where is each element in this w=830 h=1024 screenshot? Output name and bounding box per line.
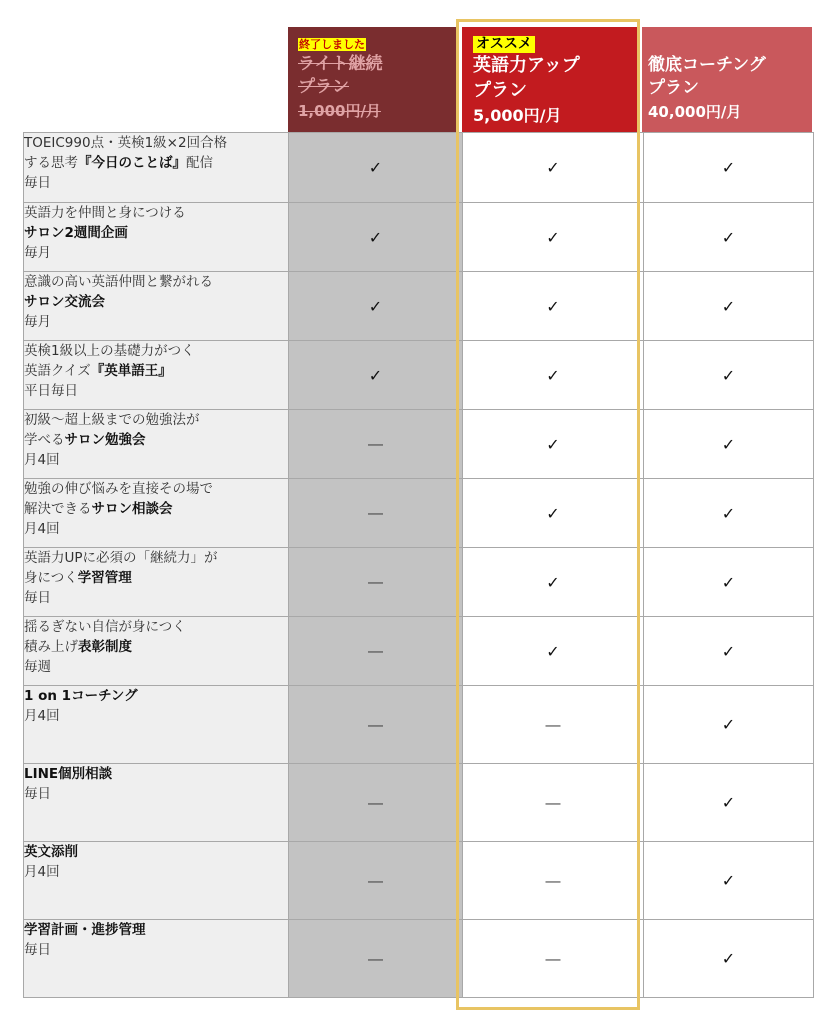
lite-plan-cell xyxy=(289,272,463,341)
standard-plan-cell xyxy=(463,410,644,479)
feature-name: 1 on 1コーチング xyxy=(24,688,138,704)
feature-cell xyxy=(24,272,289,341)
full-plan-cell xyxy=(644,410,814,479)
check-icon: ✓ xyxy=(546,572,560,592)
feature-frequency: 毎日 xyxy=(24,786,51,802)
feature-frequency: 月4回 xyxy=(24,452,60,468)
feature-frequency: 毎日 xyxy=(24,942,51,958)
check-icon: ✓ xyxy=(721,365,736,385)
check-icon: ✓ xyxy=(721,227,736,247)
lite-plan-cell xyxy=(289,764,463,842)
feature-cell xyxy=(24,764,289,842)
plan-name-standard-line1: 英語力アップ xyxy=(473,55,580,76)
dash-icon: ― xyxy=(368,715,383,734)
dash-icon: ― xyxy=(368,642,383,660)
check-icon: ✓ xyxy=(721,296,736,316)
table-row xyxy=(24,479,814,548)
standard-plan-cell xyxy=(463,920,644,998)
standard-plan-cell xyxy=(463,341,644,410)
feature-cell xyxy=(24,842,289,920)
table-row xyxy=(24,764,814,842)
full-plan-cell xyxy=(644,272,814,341)
check-icon: ✓ xyxy=(721,793,736,812)
dash-icon: ― xyxy=(368,573,383,591)
check-icon: ✓ xyxy=(368,227,383,247)
plan-header-lite xyxy=(288,27,458,132)
full-plan-cell xyxy=(644,686,814,764)
feature-text: 配信 xyxy=(186,155,213,171)
feature-name: LINE個別相談 xyxy=(24,766,113,782)
full-plan-cell xyxy=(644,479,814,548)
feature-frequency: 毎日 xyxy=(24,590,51,606)
feature-line2 xyxy=(24,686,288,706)
plan-header-full xyxy=(642,27,812,132)
feature-line1: 英検1級以上の基礎力がつく xyxy=(24,343,195,359)
lite-plan-cell xyxy=(289,341,463,410)
check-icon: ✓ xyxy=(546,434,560,454)
plan-comparison-table xyxy=(23,132,814,998)
dash-icon: ― xyxy=(545,949,561,968)
check-icon: ✓ xyxy=(721,715,736,734)
lite-plan-cell xyxy=(289,920,463,998)
feature-text: 積み上げ xyxy=(24,639,78,655)
feature-cell xyxy=(24,341,289,410)
standard-plan-cell xyxy=(463,272,644,341)
feature-line1: 意識の高い英語仲間と繋がれる xyxy=(24,274,213,290)
table-row xyxy=(24,617,814,686)
lite-plan-cell xyxy=(289,686,463,764)
full-plan-cell xyxy=(644,920,814,998)
feature-line1: 初級～超上級までの勉強法が xyxy=(24,412,200,428)
standard-plan-cell xyxy=(463,617,644,686)
dash-icon: ― xyxy=(368,504,383,522)
feature-line1: 英語力UPに必須の「継続力」が xyxy=(24,550,218,566)
feature-name: サロン相談会 xyxy=(91,501,173,517)
feature-line2 xyxy=(24,223,288,243)
feature-line2 xyxy=(24,568,288,588)
plan-price-standard: 5,000円/月 xyxy=(473,106,562,125)
lite-plan-cell xyxy=(289,203,463,272)
check-icon: ✓ xyxy=(721,158,736,177)
feature-frequency: 月4回 xyxy=(24,864,60,880)
full-plan-cell xyxy=(644,341,814,410)
feature-text: 解決できる xyxy=(24,501,92,517)
ended-badge: 終了しました xyxy=(299,38,365,51)
feature-frequency: 月4回 xyxy=(24,708,60,724)
feature-line2 xyxy=(24,499,288,519)
feature-line2 xyxy=(24,920,288,940)
feature-name: 『英単語王』 xyxy=(90,363,172,379)
plan-name-lite-line2: プラン xyxy=(298,77,349,97)
feature-name: 学習計画・進捗管理 xyxy=(24,922,146,938)
standard-plan-cell xyxy=(463,548,644,617)
lite-plan-cell xyxy=(289,842,463,920)
check-icon: ✓ xyxy=(721,641,736,661)
standard-plan-cell xyxy=(463,133,644,203)
standard-plan-cell xyxy=(463,842,644,920)
feature-name: サロン勉強会 xyxy=(64,432,146,448)
feature-frequency: 毎週 xyxy=(24,659,51,675)
check-icon: ✓ xyxy=(721,949,736,968)
plan-name-standard-line2: プラン xyxy=(473,80,527,101)
table-row xyxy=(24,203,814,272)
check-icon: ✓ xyxy=(546,158,560,177)
check-icon: ✓ xyxy=(546,296,560,316)
feature-text: 英語クイズ xyxy=(24,363,91,379)
lite-plan-cell xyxy=(289,479,463,548)
feature-line2 xyxy=(24,153,288,173)
feature-line2 xyxy=(24,842,288,862)
check-icon: ✓ xyxy=(546,503,560,523)
table-row xyxy=(24,341,814,410)
full-plan-cell xyxy=(644,764,814,842)
feature-line2 xyxy=(24,764,288,784)
dash-icon: ― xyxy=(545,871,561,890)
check-icon: ✓ xyxy=(721,434,736,454)
check-icon: ✓ xyxy=(721,871,736,890)
plan-price-lite: 1,000円/月 xyxy=(298,102,381,120)
check-icon: ✓ xyxy=(721,503,736,523)
standard-plan-cell xyxy=(463,764,644,842)
feature-frequency: 月4回 xyxy=(24,521,60,537)
feature-frequency: 毎月 xyxy=(24,314,51,330)
dash-icon: ― xyxy=(545,715,561,734)
feature-line2 xyxy=(24,292,288,312)
feature-cell xyxy=(24,920,289,998)
feature-name: サロン交流会 xyxy=(24,294,105,310)
check-icon: ✓ xyxy=(721,572,736,592)
dash-icon: ― xyxy=(368,435,383,453)
check-icon: ✓ xyxy=(546,641,560,661)
standard-plan-cell xyxy=(463,479,644,548)
table-row xyxy=(24,920,814,998)
feature-cell xyxy=(24,479,289,548)
full-plan-cell xyxy=(644,203,814,272)
dash-icon: ― xyxy=(545,793,561,812)
feature-line1: 英語力を仲間と身につける xyxy=(24,205,186,221)
check-icon: ✓ xyxy=(368,296,383,316)
feature-text: 学べる xyxy=(24,432,65,448)
check-icon: ✓ xyxy=(368,158,383,177)
feature-cell xyxy=(24,410,289,479)
feature-line2 xyxy=(24,637,288,657)
feature-cell xyxy=(24,548,289,617)
feature-cell xyxy=(24,686,289,764)
table-row xyxy=(24,548,814,617)
feature-frequency: 毎月 xyxy=(24,245,51,261)
full-plan-cell xyxy=(644,842,814,920)
feature-line1: TOEIC990点・英検1級×2回合格 xyxy=(24,135,228,151)
lite-plan-cell xyxy=(289,133,463,203)
feature-cell xyxy=(24,203,289,272)
feature-line2 xyxy=(24,430,288,450)
feature-name: 英文添削 xyxy=(24,844,78,860)
lite-plan-cell xyxy=(289,617,463,686)
check-icon: ✓ xyxy=(368,365,383,385)
standard-plan-cell xyxy=(463,203,644,272)
full-plan-cell xyxy=(644,617,814,686)
check-icon: ✓ xyxy=(546,365,560,385)
table-row xyxy=(24,410,814,479)
plan-name-full-line1: 徹底コーチング xyxy=(648,55,766,75)
plan-name-full-line2: プラン xyxy=(648,78,699,98)
feature-text: する思考 xyxy=(24,155,78,171)
feature-text: 身につく xyxy=(24,570,78,586)
dash-icon: ― xyxy=(368,793,383,812)
lite-plan-cell xyxy=(289,548,463,617)
feature-name: 学習管理 xyxy=(77,570,132,586)
feature-cell xyxy=(24,133,289,203)
table-row xyxy=(24,272,814,341)
feature-frequency: 毎日 xyxy=(24,175,51,191)
feature-name: 『今日のことば』 xyxy=(78,155,186,171)
lite-plan-cell xyxy=(289,410,463,479)
check-icon: ✓ xyxy=(546,227,560,247)
feature-line1: 勉強の伸び悩みを直接その場で xyxy=(24,481,213,497)
dash-icon: ― xyxy=(368,871,383,890)
plan-price-full: 40,000円/月 xyxy=(648,103,742,121)
feature-name: サロン2週間企画 xyxy=(24,225,128,241)
feature-cell xyxy=(24,617,289,686)
standard-plan-cell xyxy=(463,686,644,764)
table-row xyxy=(24,842,814,920)
plan-header-standard xyxy=(462,27,637,132)
feature-line2 xyxy=(24,361,288,381)
table-row xyxy=(24,686,814,764)
table-row xyxy=(24,133,814,203)
plan-name-lite-line1: ライト継続 xyxy=(298,54,383,74)
feature-name: 表彰制度 xyxy=(78,639,132,655)
recommended-badge: オススメ xyxy=(473,36,535,53)
full-plan-cell xyxy=(644,133,814,203)
feature-line1: 揺るぎない自信が身につく xyxy=(24,619,186,635)
dash-icon: ― xyxy=(368,949,383,968)
feature-frequency: 平日毎日 xyxy=(24,383,78,399)
full-plan-cell xyxy=(644,548,814,617)
